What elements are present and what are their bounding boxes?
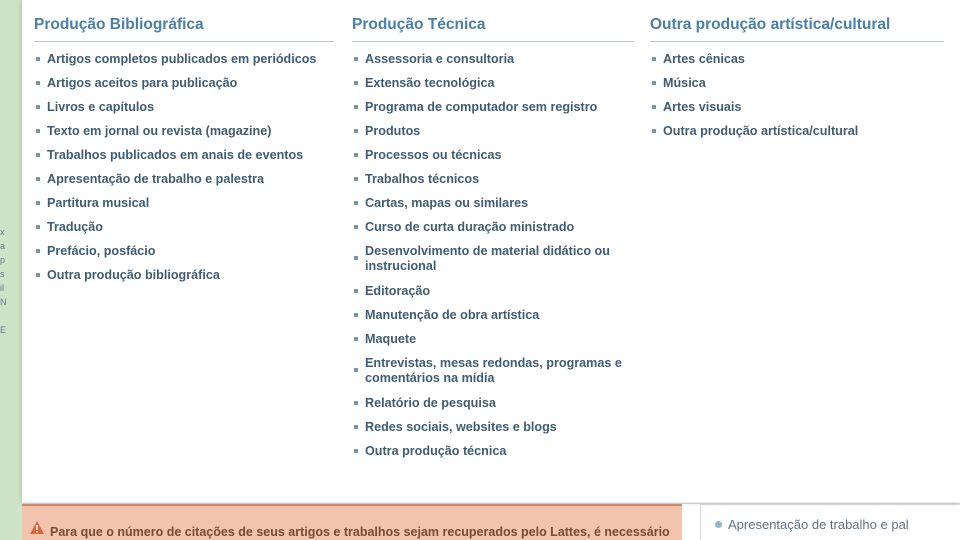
list-item[interactable]	[650, 52, 952, 66]
bullet-square-icon	[36, 273, 40, 277]
list-item[interactable]	[352, 220, 642, 234]
list-item-label: Desenvolvimento de material didático ou instrucional	[365, 244, 610, 273]
bullet-square-icon	[36, 177, 40, 181]
bullet-square-icon	[354, 105, 358, 109]
list-outra-producao	[650, 42, 952, 138]
list-item[interactable]	[352, 356, 642, 386]
column-title: Produção Técnica	[352, 16, 634, 42]
production-categories-overlay	[22, 0, 960, 502]
list-item-label: Trabalhos técnicos	[365, 172, 480, 186]
list-item-label: Outra produção artística/cultural	[663, 124, 859, 138]
bullet-square-icon	[354, 129, 358, 133]
list-item[interactable]	[34, 196, 342, 210]
list-item-label: Texto em jornal ou revista (magazine)	[47, 124, 272, 138]
list-item[interactable]	[34, 52, 342, 66]
bullet-square-icon	[354, 368, 358, 372]
bullet-square-icon	[36, 201, 40, 205]
list-item[interactable]	[34, 100, 342, 114]
bullet-square-icon	[354, 256, 358, 260]
left-strip-text	[0, 225, 22, 337]
list-item-label: Entrevistas, mesas redondas, programas e comentários na mídia	[365, 356, 622, 385]
bullet-square-icon	[354, 401, 358, 405]
list-item-label: Artes cênicas	[663, 52, 745, 66]
bullet-square-icon	[354, 449, 358, 453]
bullet-square-icon	[652, 57, 656, 61]
columns-container	[22, 16, 960, 468]
list-item-label: Apresentação de trabalho e palestra	[47, 172, 264, 186]
list-item[interactable]	[352, 100, 642, 114]
column-producao-tecnica	[342, 16, 642, 468]
bullet-square-icon	[36, 81, 40, 85]
list-item[interactable]	[352, 52, 642, 66]
list-item[interactable]	[34, 76, 342, 90]
left-strip-line: N	[0, 297, 7, 307]
list-item-label: Manutenção de obra artística	[365, 308, 540, 322]
left-strip-line: a	[0, 241, 6, 251]
list-item[interactable]	[352, 196, 642, 210]
list-item-label: Maquete	[365, 332, 417, 346]
list-item-label: Artigos completos publicados em periódicos	[47, 52, 317, 66]
right-side-panel	[700, 504, 960, 540]
bullet-square-icon	[354, 153, 358, 157]
list-item[interactable]	[352, 148, 642, 162]
list-item[interactable]	[650, 124, 952, 138]
column-producao-bibliografica	[22, 16, 342, 468]
list-item[interactable]	[34, 172, 342, 186]
list-item[interactable]	[352, 124, 642, 138]
bullet-square-icon	[36, 129, 40, 133]
bullet-square-icon	[354, 313, 358, 317]
list-item-label: Editoração	[365, 284, 431, 298]
list-item[interactable]	[352, 308, 642, 322]
list-item[interactable]	[352, 420, 642, 434]
bullet-square-icon	[36, 105, 40, 109]
bullet-square-icon	[36, 249, 40, 253]
list-item-label: Cartas, mapas ou similares	[365, 196, 529, 210]
left-strip-line: x	[0, 227, 5, 237]
list-item-label: Redes sociais, websites e blogs	[365, 420, 557, 434]
list-item[interactable]	[352, 332, 642, 346]
left-strip-line: s	[0, 269, 5, 279]
list-item-label: Música	[663, 76, 706, 90]
bullet-square-icon	[354, 337, 358, 341]
right-panel-item-label: Apresentação de trabalho e pal	[728, 517, 909, 532]
warning-banner-text: Para que o número de citações de seus artigos e trabalhos sejam recuperados pelo Lattes, é necessário	[50, 525, 670, 539]
list-item[interactable]	[34, 124, 342, 138]
list-item-label: Relatório de pesquisa	[365, 396, 496, 410]
list-item-label: Processos ou técnicas	[365, 148, 502, 162]
list-item-label: Assessoria e consultoria	[365, 52, 515, 66]
list-item-label: Curso de curta duração ministrado	[365, 220, 575, 234]
left-strip-line	[0, 309, 22, 323]
bullet-square-icon	[36, 153, 40, 157]
bullet-square-icon	[36, 57, 40, 61]
list-item-label: Produtos	[365, 124, 421, 138]
list-item[interactable]	[34, 268, 342, 282]
list-item-label: Tradução	[47, 220, 103, 234]
right-panel-list-item[interactable]	[715, 517, 909, 532]
list-item-label: Outra produção bibliográfica	[47, 268, 220, 282]
list-item[interactable]	[34, 220, 342, 234]
list-item-label: Outra produção técnica	[365, 444, 507, 458]
left-strip-line: E	[0, 325, 7, 335]
list-item-label: Livros e capítulos	[47, 100, 155, 114]
list-item-label: Extensão tecnológica	[365, 76, 495, 90]
bullet-square-icon	[652, 81, 656, 85]
column-title: Produção Bibliográfica	[34, 16, 334, 42]
list-item[interactable]	[34, 244, 342, 258]
list-item[interactable]	[352, 444, 642, 458]
warning-banner	[22, 504, 682, 540]
column-title: Outra produção artística/cultural	[650, 16, 944, 42]
bullet-square-icon	[354, 81, 358, 85]
bullet-square-icon	[354, 225, 358, 229]
left-strip-line: il	[0, 283, 4, 293]
list-producao-tecnica	[352, 42, 642, 458]
list-item-label: Artes visuais	[663, 100, 742, 114]
bullet-square-icon	[354, 425, 358, 429]
list-item-label: Partitura musical	[47, 196, 150, 210]
list-item-label: Trabalhos publicados em anais de eventos	[47, 148, 304, 162]
bullet-square-icon	[652, 105, 656, 109]
list-item[interactable]	[352, 244, 642, 274]
list-item[interactable]	[34, 148, 342, 162]
bullet-square-icon	[652, 129, 656, 133]
warning-icon	[30, 521, 44, 534]
bullet-square-icon	[354, 289, 358, 293]
list-item-label: Prefácio, posfácio	[47, 244, 156, 258]
column-outra-producao-artistica-cultural	[642, 16, 952, 468]
bullet-square-icon	[354, 57, 358, 61]
left-strip-line: p	[0, 255, 6, 265]
list-item[interactable]	[352, 172, 642, 186]
list-item-label: Artigos aceitos para publicação	[47, 76, 238, 90]
list-item-label: Programa de computador sem registro	[365, 100, 598, 114]
list-item[interactable]	[352, 284, 642, 298]
bullet-dot-icon	[715, 521, 722, 528]
list-item[interactable]	[650, 100, 952, 114]
bullet-square-icon	[354, 201, 358, 205]
bullet-square-icon	[36, 225, 40, 229]
list-item[interactable]	[352, 76, 642, 90]
list-item[interactable]	[650, 76, 952, 90]
list-item[interactable]	[352, 396, 642, 410]
list-producao-bibliografica	[34, 42, 342, 282]
bullet-square-icon	[354, 177, 358, 181]
